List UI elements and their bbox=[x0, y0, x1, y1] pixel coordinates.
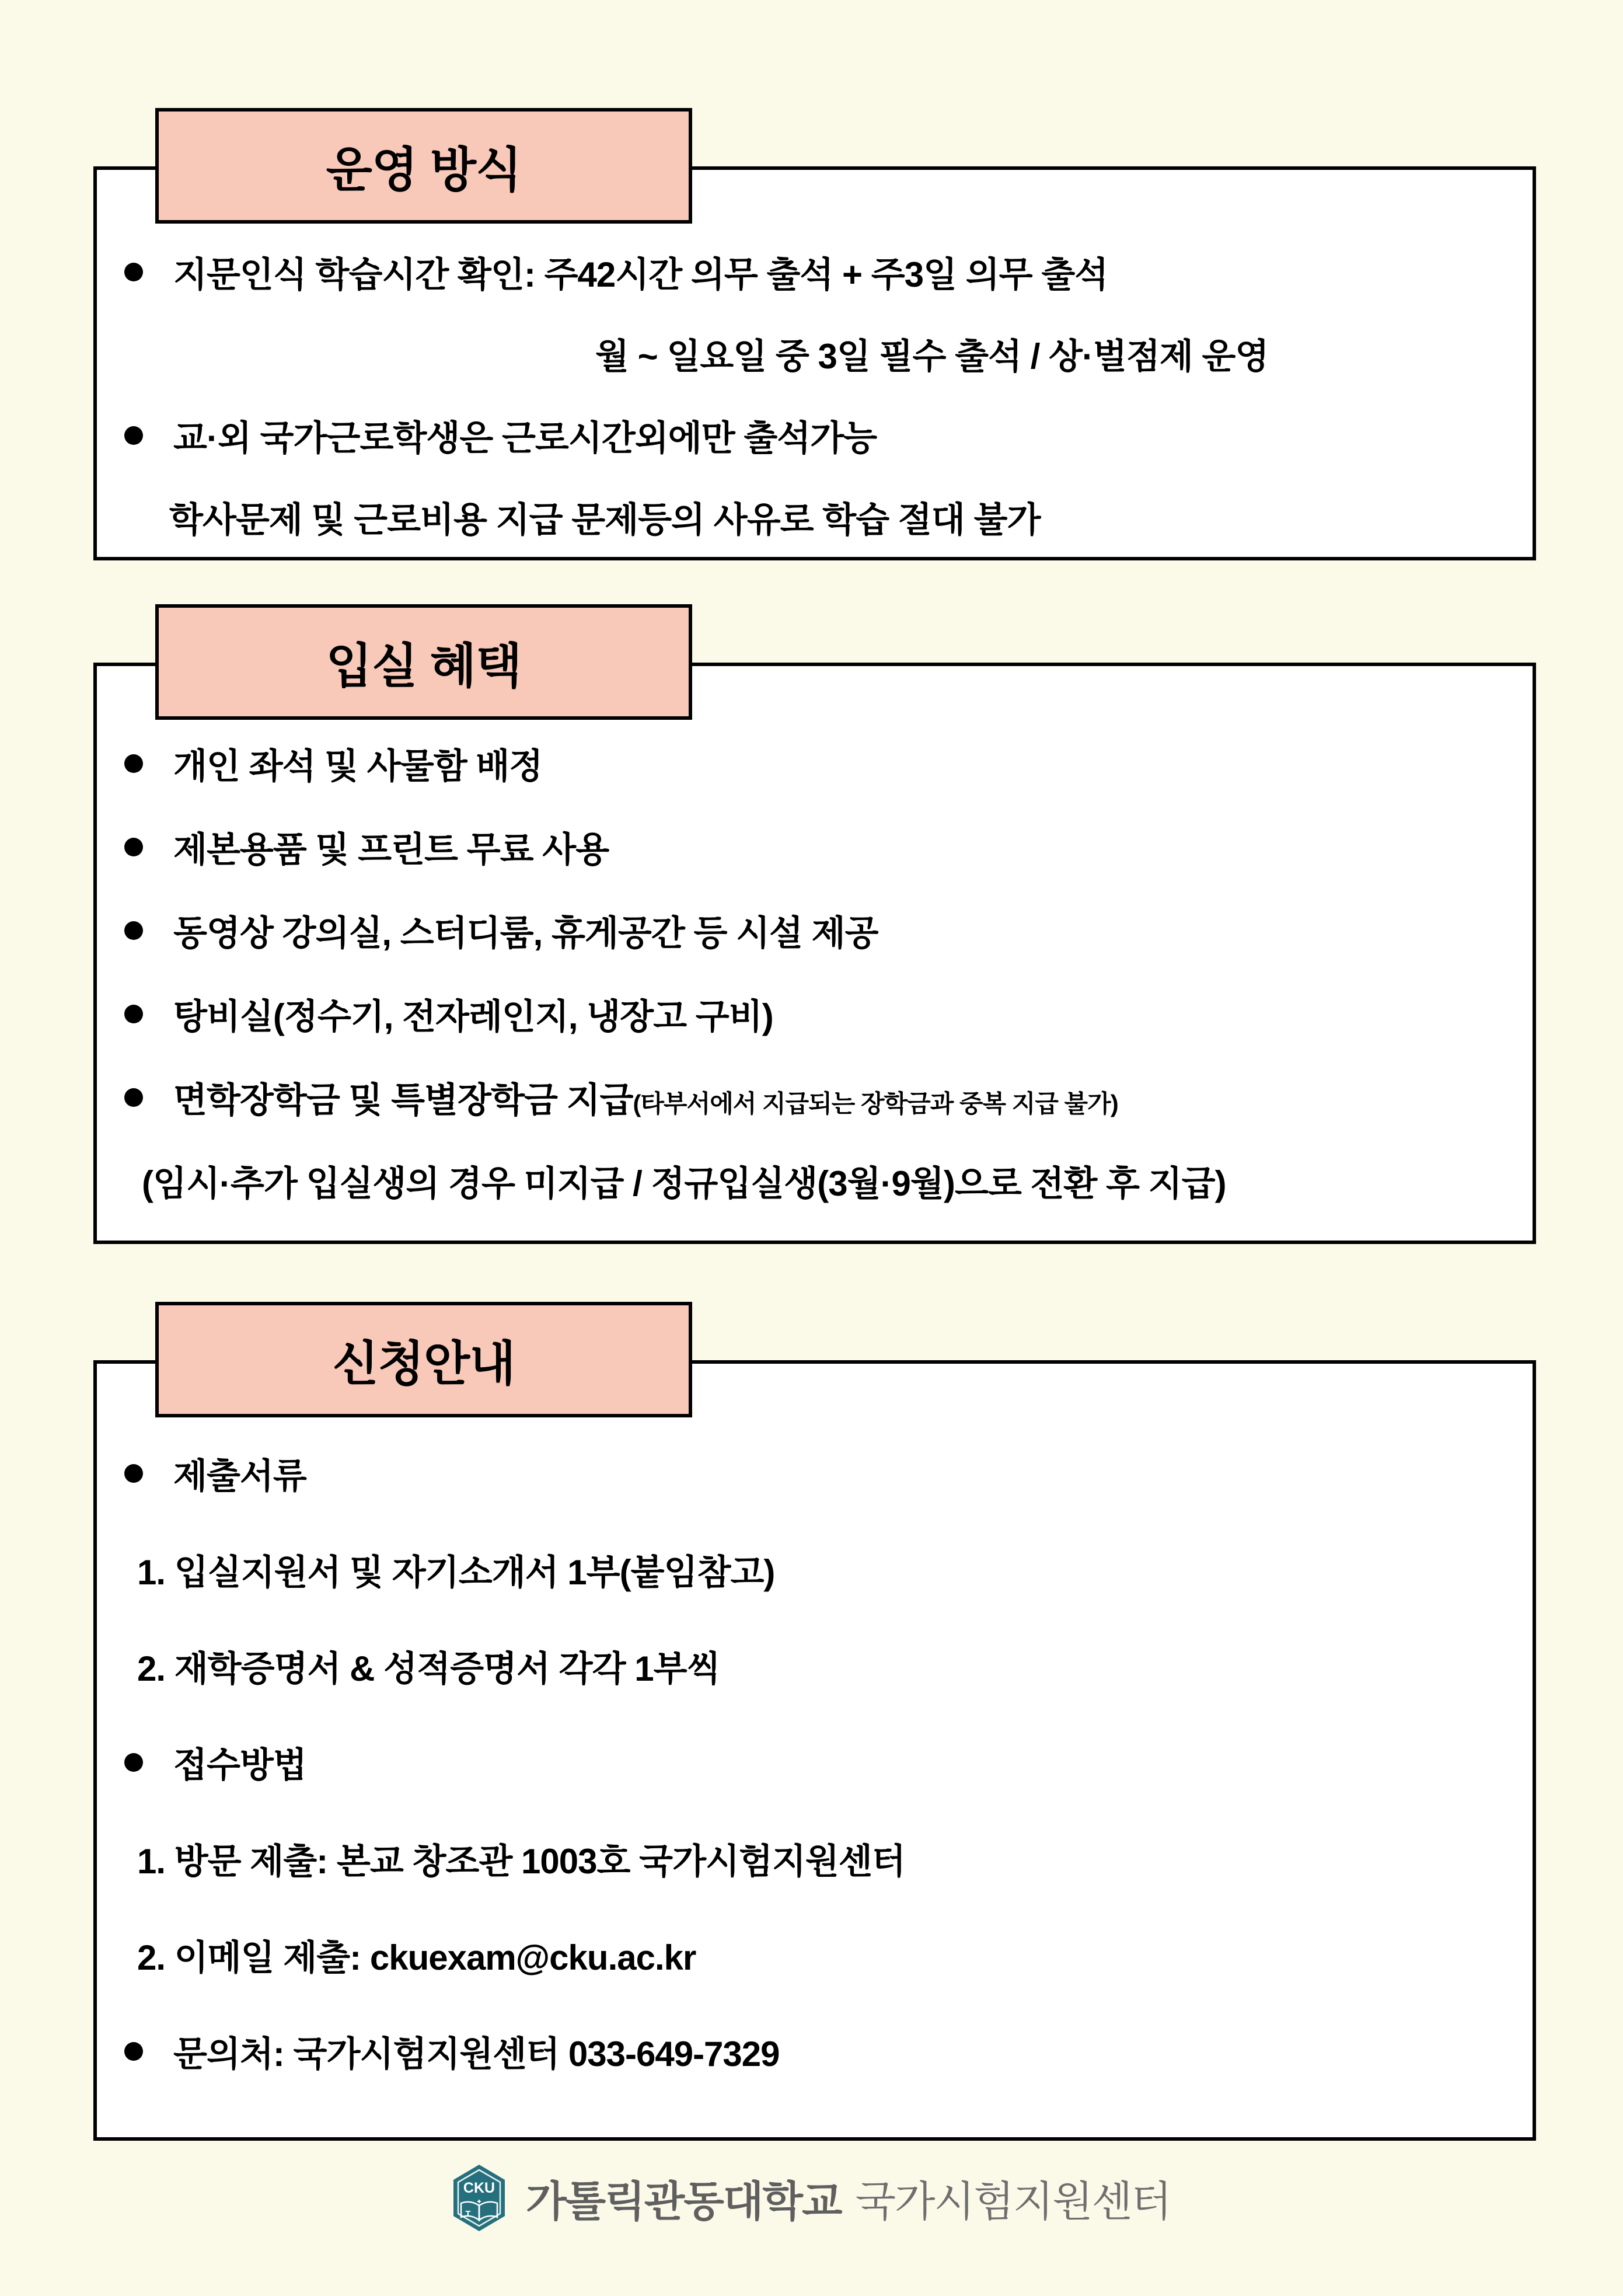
list-item-continuation bbox=[97, 313, 1533, 395]
section-title-operation-method: 운영 방식 bbox=[155, 108, 692, 224]
list-item-text: 문의처: 국가시험지원센터 033-649-7329 bbox=[173, 2034, 780, 2074]
bullet-dot bbox=[124, 1088, 143, 1107]
list-item-text: 2. 이메일 제출: ckuexam@cku.ac.kr bbox=[137, 1938, 696, 1977]
section-title-benefits: 입실 혜택 bbox=[155, 604, 692, 720]
list-item-numbered-email bbox=[97, 1907, 1533, 2003]
bullet-dot bbox=[124, 263, 143, 281]
section-operation-method bbox=[93, 143, 1536, 560]
list-item-text: 탕비실(정수기, 전자레인지, 냉장고 구비) bbox=[173, 997, 773, 1036]
section-title-application-guide: 신청안내 bbox=[155, 1302, 692, 1417]
center-name: 국가시험지원센터 bbox=[855, 2179, 1171, 2225]
list-item bbox=[97, 1425, 1533, 1521]
bullet-dot bbox=[124, 1005, 143, 1023]
list-item-text: 월 ~ 일요일 중 3일 필수 출석 / 상·벌점제 운영 bbox=[595, 337, 1269, 376]
section-body bbox=[97, 666, 1533, 1222]
bullet-dot bbox=[124, 2042, 143, 2061]
list-item-continuation bbox=[97, 1139, 1533, 1222]
list-item-note: (타부서에서 지급되는 장학금과 중복 지급 불가) bbox=[633, 1089, 1118, 1117]
cku-logo-icon bbox=[452, 2163, 506, 2232]
university-name: 가톨릭관동대학교 bbox=[526, 2179, 842, 2225]
logo-monogram: CKU bbox=[463, 2180, 495, 2196]
list-item-text: 접수방법 bbox=[173, 1745, 306, 1785]
bullet-dot bbox=[124, 754, 143, 773]
list-item-text: 제출서류 bbox=[173, 1456, 306, 1496]
logo-letter: T bbox=[465, 2209, 471, 2219]
list-item-text: 2. 재학증명서 & 성적증명서 각각 1부씩 bbox=[137, 1649, 720, 1688]
section-body bbox=[97, 170, 1533, 558]
list-item-text: 제본용품 및 프린트 무료 사용 bbox=[173, 830, 609, 869]
list-item bbox=[97, 889, 1533, 972]
section-benefits bbox=[93, 639, 1536, 1244]
list-item-text: 교·외 국가근로학생은 근로시간외에만 출석가능 bbox=[173, 419, 877, 458]
footer-text bbox=[526, 2168, 1171, 2228]
bullet-dot bbox=[124, 426, 143, 445]
section-body bbox=[97, 1364, 1533, 2099]
list-item-text: 개인 좌석 및 사물함 배정 bbox=[173, 746, 543, 786]
list-item bbox=[97, 231, 1533, 313]
list-item-text: 학사문제 및 근로비용 지급 문제등의 사유로 학습 절대 불가 bbox=[169, 500, 1041, 539]
bullet-dot bbox=[124, 838, 143, 856]
list-item-contact bbox=[97, 2003, 1533, 2099]
list-item-numbered bbox=[97, 1521, 1533, 1618]
list-item bbox=[97, 1714, 1533, 1810]
list-item-text: 면학장학금 및 특별장학금 지급 bbox=[173, 1080, 633, 1120]
bullet-dot bbox=[124, 921, 143, 940]
list-item bbox=[97, 972, 1533, 1055]
list-item bbox=[97, 395, 1533, 476]
footer-logo-row bbox=[0, 2163, 1623, 2232]
list-item-numbered bbox=[97, 1618, 1533, 1714]
list-item bbox=[97, 805, 1533, 889]
list-item-text: 1. 방문 제출: 본교 창조관 1003호 국가시험지원센터 bbox=[137, 1841, 905, 1881]
list-item bbox=[97, 1055, 1533, 1139]
list-item-text: 지문인식 학습시간 확인: 주42시간 의무 출석 + 주3일 의무 출석 bbox=[173, 255, 1108, 294]
list-item bbox=[97, 722, 1533, 805]
list-item-text: 동영상 강의실, 스터디룸, 휴게공간 등 시설 제공 bbox=[173, 913, 878, 953]
list-item-text: (임시·추가 입실생의 경우 미지급 / 정규입실생(3월·9월)으로 전환 후 지급) bbox=[142, 1163, 1226, 1203]
bullet-dot bbox=[124, 1753, 143, 1772]
section-application-guide bbox=[93, 1337, 1536, 2141]
list-item-numbered bbox=[97, 1810, 1533, 1907]
bullet-dot bbox=[124, 1464, 143, 1483]
list-item-continuation bbox=[97, 476, 1533, 558]
list-item-text: 1. 입실지원서 및 자기소개서 1부(붙임참고) bbox=[137, 1552, 775, 1592]
